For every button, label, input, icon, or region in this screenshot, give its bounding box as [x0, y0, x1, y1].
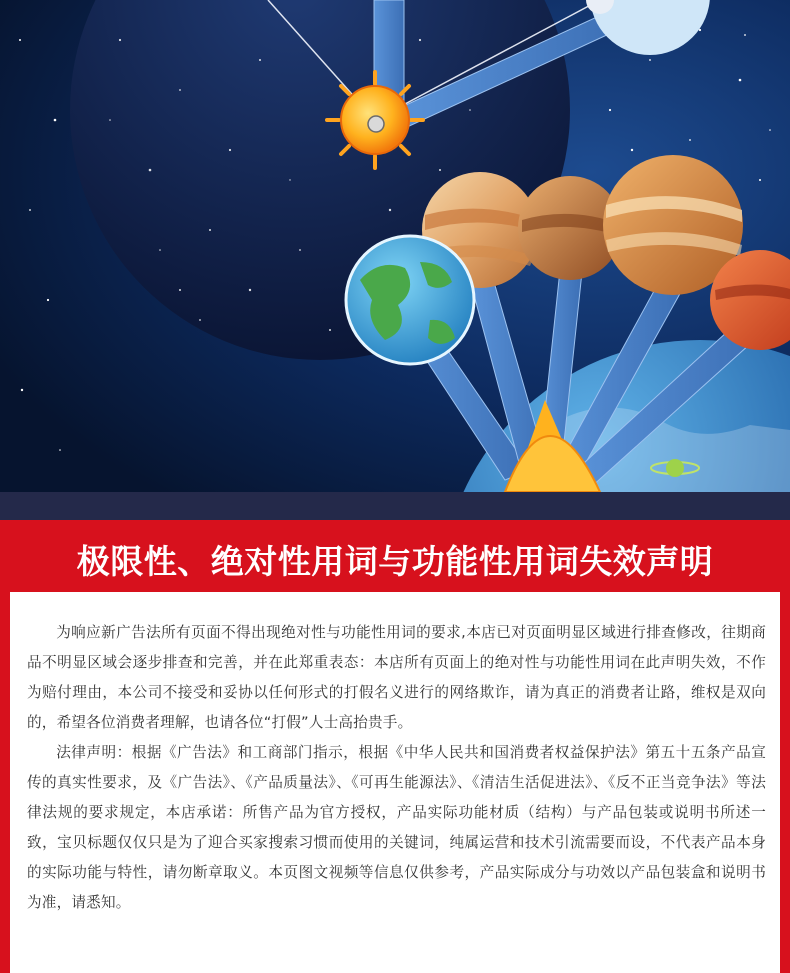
disclaimer-text — [27, 618, 766, 918]
disclaimer-title: 极限性、绝对性用词与功能性用词失效声明 — [76, 542, 714, 581]
disclaimer-paragraph-ad-law: 为响应新广告法所有页面不得出现绝对性与功能性用词的要求,本店已对页面明显区域进行排查修改，往期商品不明显区域会逐步排查和完善，并在此郑重表态：本店所有页面上的绝对性与功能性用词在此声明失效，不作为赔付理由，本公司不接受和妥协以任何形式的打假名义进行的网络欺诈，请为真正的消费者让路，维权是双向的，希望各位消费者理解，也请各位“打假”人士高抬贵手。 — [27, 624, 766, 731]
disclaimer-section — [0, 520, 790, 973]
disclaimer-paragraph-legal: 法律声明：根据《广告法》和工商部门指示，根据《中华人民共和国消费者权益保护法》第五十五条产品宣传的真实性要求，及《广告法》、《产品质量法》、《可再生能源法》、《清洁生活促进法》、《反不正当竞争法》等法律法规的要求规定，本店承诺：所售产品为官方授权，产品实际功能材质（结构）与产品包装或说明书所述一致，宝贝标题仅仅只是为了迎合买家搜索习惯而使用的关键词，纯属运营和技术引流需要而设，不代表产品本身的实际功能与特性，请勿断章取义。本页图文视频等信息仅供参考，产品实际成分与功效以产品包装盒和说明书为准，请悉知。 — [27, 744, 766, 911]
disclaimer-box — [10, 592, 780, 973]
divider-band — [0, 492, 790, 520]
